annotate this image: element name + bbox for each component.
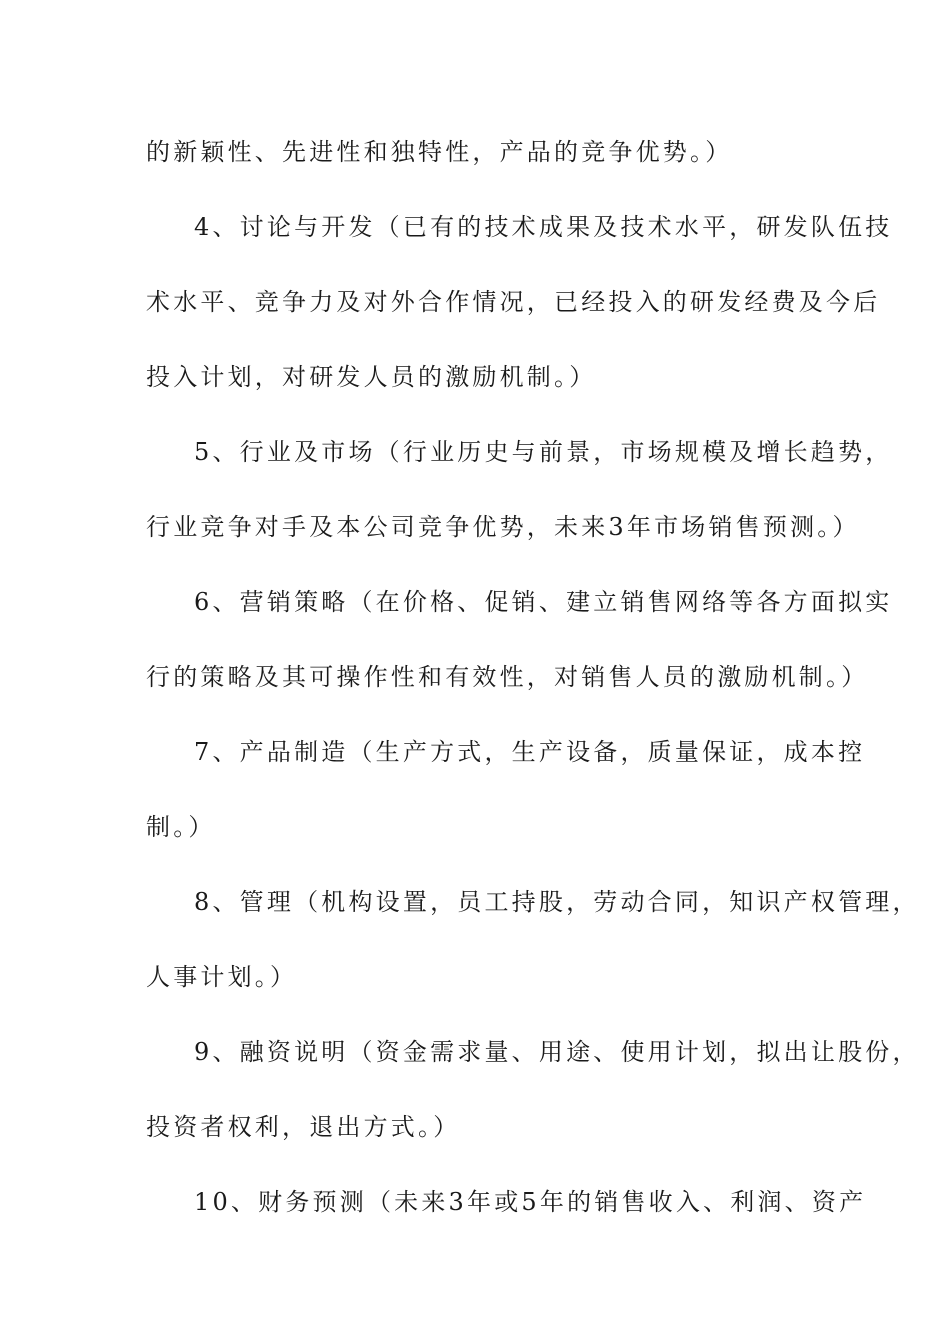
- text-line-item-7-cont: 制。）: [146, 813, 216, 841]
- text-line-item-5: 5、行业及市场（行业历史与前景，市场规模及增长趋势，: [194, 438, 893, 466]
- text-line-item-6: 6、营销策略（在价格、促销、建立销售网络等各方面拟实: [194, 588, 893, 616]
- text-line-item-10: 10、财务预测（未来3年或5年的销售收入、利润、资产: [194, 1188, 867, 1216]
- text-line-item-4-cont-2: 投入计划，对研发人员的激励机制。）: [146, 363, 597, 391]
- text-line-item-8: 8、管理（机构设置，员工持股，劳动合同，知识产权管理，: [194, 888, 920, 916]
- text-line-item-8-cont: 人事计划。）: [146, 963, 298, 991]
- text-line-item-7: 7、产品制造（生产方式，生产设备，质量保证，成本控: [194, 738, 866, 766]
- text-line-item-9-cont: 投资者权利，退出方式。）: [146, 1113, 461, 1141]
- text-line-continuation: 的新颖性、先进性和独特性，产品的竞争优势。）: [146, 138, 733, 166]
- text-line-item-4-cont-1: 术水平、竞争力及对外合作情况，已经投入的研发经费及今后: [146, 288, 881, 316]
- text-line-item-9: 9、融资说明（资金需求量、用途、使用计划，拟出让股份，: [194, 1038, 920, 1066]
- text-line-item-4: 4、讨论与开发（已有的技术成果及技术水平，研发队伍技: [194, 213, 893, 241]
- text-line-item-5-cont: 行业竞争对手及本公司竞争优势，未来3年市场销售预测。）: [146, 513, 860, 541]
- text-line-item-6-cont: 行的策略及其可操作性和有效性，对销售人员的激励机制。）: [146, 663, 869, 691]
